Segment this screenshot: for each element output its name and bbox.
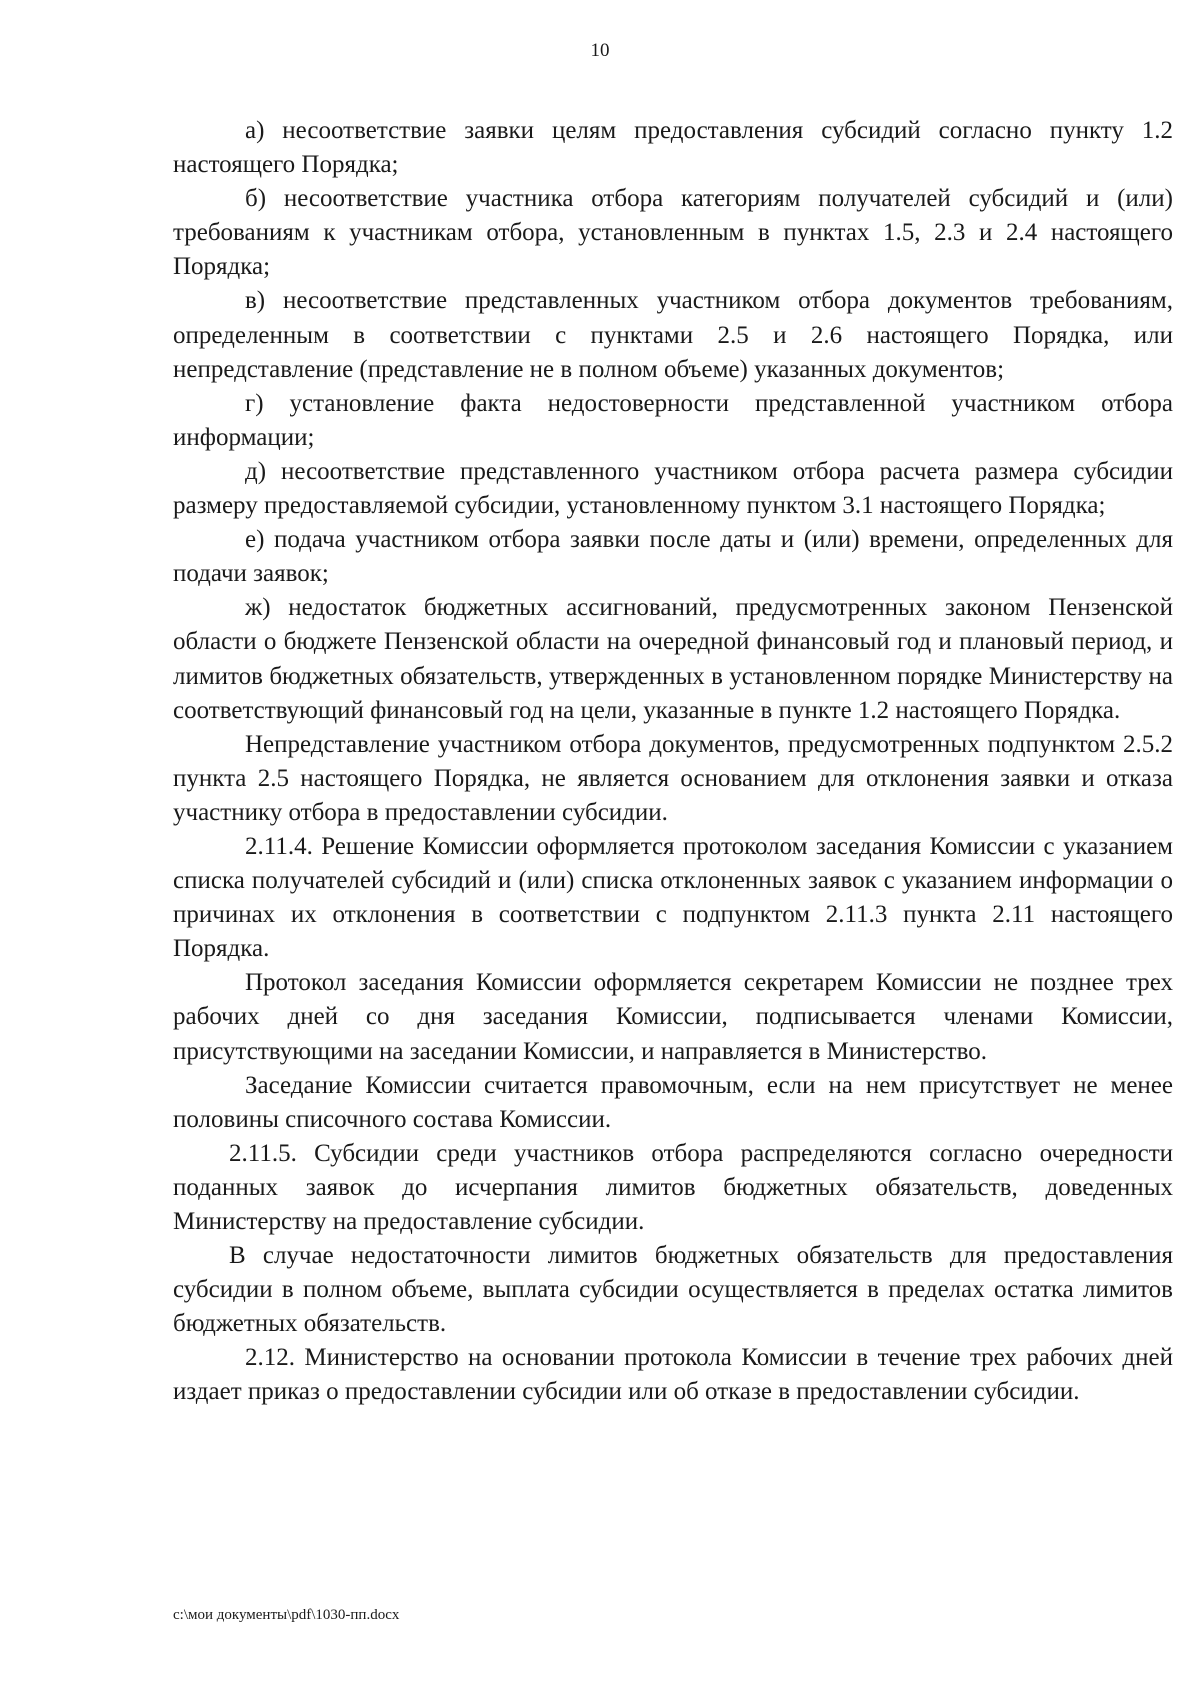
paragraph-2-12: 2.12. Министерство на основании протокола Комиссии в течение трех рабочих дней издает приказ о предоставлении субсидии или об отказе в предоставлении субсидии. xyxy=(173,1344,1173,1406)
paragraph-zasedanie: Заседание Комиссии считается правомочным, если на нем присутствует не менее половины списочного состава Комиссии. xyxy=(173,1071,1173,1133)
paragraph-d: д) несоответствие представленного участником отбора расчета размера субсидии размеру предоставляемой субсидии, установленному пунктом 3.1 настоящего Порядка; xyxy=(173,457,1173,520)
paragraph-nedostatochnost: В случае недостаточности лимитов бюджетных обязательств для предоставления субсидии в полном объеме, выплата субсидии осуществляется в пределах остатка лимитов бюджетных обязательств. xyxy=(173,1242,1173,1338)
paragraph-b: б) несоответствие участника отбора категориям получателей субсидий и (или) требованиям к участникам отбора, установленным в пунктах 1.5, 2.3 и 2.4 настоящего Порядка; xyxy=(173,185,1173,281)
paragraph-nepredstavlenie: Непредставление участником отбора документов, предусмотренных подпунктом 2.5.2 пункта 2.5 настоящего Порядка, не является основанием для отклонения заявки и отказа участнику отбора в предоставлении субсидии. xyxy=(173,730,1173,826)
paragraph-g: г) установление факта недостоверности представленной участником отбора информации; xyxy=(173,389,1173,451)
paragraph-2-11-4: 2.11.4. Решение Комиссии оформляется протоколом заседания Комиссии с указанием списка получателей субсидий и (или) списка отклоненных заявок с указанием информации о причинах их отклонения в соответствии с подпунктом 2.11.3 пункта 2.11 настоящего Порядка. xyxy=(173,832,1173,963)
paragraph-zh: ж) недостаток бюджетных ассигнований, предусмотренных законом Пензенской области о бюджете Пензенской области на очередной финансовый год и плановый период, и лимитов бюджетных обязательств, утвержденных в установленном порядке Министерству на соответствующий финансовый год на цели, указанные в пункте 1.2 настоящего Порядка. xyxy=(173,594,1173,724)
paragraph-v: в) несоответствие представленных участником отбора документов требованиям, определенным в соответствии с пунктами 2.5 и 2.6 настоящего Порядка, или непредставление (представление не в полном объеме) указанных документов; xyxy=(173,287,1173,383)
paragraph-a: а) несоответствие заявки целям предоставления субсидий согласно пункту 1.2 настоящего Порядка; xyxy=(173,117,1173,179)
footer-file-path: c:\мои документы\pdf\1030-пп.docx xyxy=(173,1607,400,1623)
paragraph-protokol: Протокол заседания Комиссии оформляется секретарем Комиссии не позднее трех рабочих дней со дня заседания Комиссии, подписывается членами Комиссии, присутствующими на заседании Комиссии, и направляется в Министерство. xyxy=(173,969,1173,1065)
paragraph-2-11-5: 2.11.5. Субсидии среди участников отбора распределяются согласно очередности поданных заявок до исчерпания лимитов бюджетных обязательств, доведенных Министерству на предоставление субсидии. xyxy=(173,1139,1173,1235)
page-number: 10 xyxy=(590,40,610,61)
paragraph-e: е) подача участником отбора заявки после даты и (или) времени, определенных для подачи заявок; xyxy=(173,526,1173,588)
document-body xyxy=(173,114,1173,1410)
